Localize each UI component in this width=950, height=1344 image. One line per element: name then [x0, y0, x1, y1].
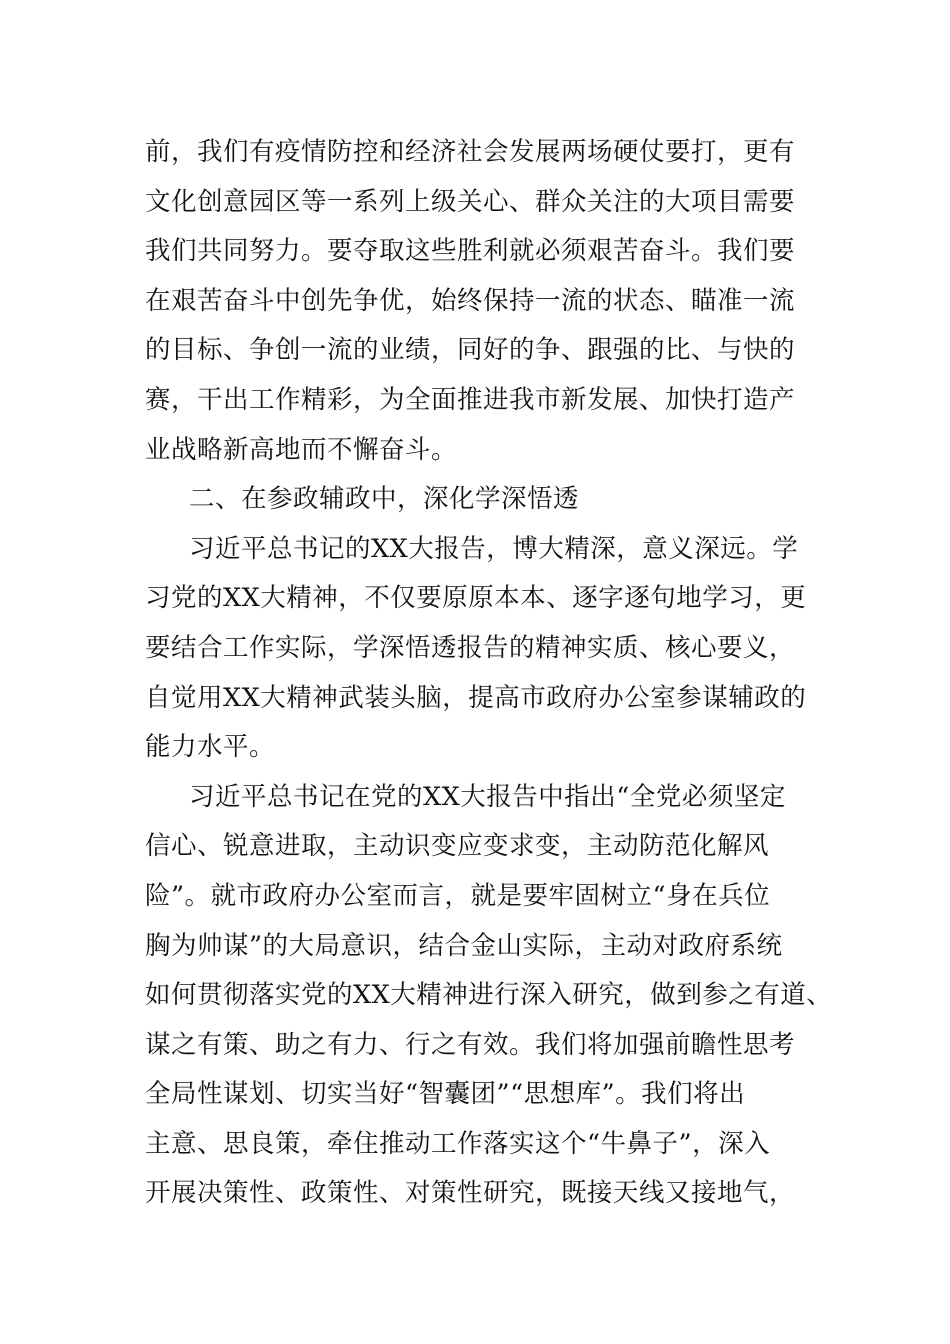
text-line: 文化创意园区等一系列上级关心、群众关注的大项目需要 [145, 186, 796, 217]
text-line: 自觉用XX大精神武装头脑，提高市政府办公室参谋辅政的 [145, 682, 807, 713]
text-line: 谋之有策、助之有力、行之有效。我们将加强前瞻性思考 [145, 1029, 796, 1060]
text-line: 信心、锐意进取，主动识变应变求变，主动防范化解风 [145, 831, 770, 862]
text-line: 的目标、争创一流的业绩，同好的争、跟强的比、与快的 [145, 335, 796, 366]
text-line: 习近平总书记的XX大报告，博大精深，意义深远。学 [189, 533, 799, 564]
document-body [145, 128, 833, 1219]
text-line: 开展决策性、政策性、对策性研究，既接天线又接地气， [145, 1178, 796, 1209]
text-line: 主意、思良策，牵住推动工作落实这个“牛鼻子”，深入 [145, 1128, 771, 1159]
text-line: 前，我们有疫情防控和经济社会发展两场硬仗要打，更有 [145, 137, 796, 167]
paragraph [145, 773, 833, 1219]
text-line: 胸为帅谋”的大局意识，结合金山实际，主动对政府系统 [145, 930, 783, 961]
text-line: 全局性谋划、切实当好“智囊团”“思想库”。我们将出 [145, 1079, 746, 1110]
text-line: 习近平总书记在党的XX大报告中指出“全党必须坚定 [189, 781, 786, 812]
text-line: 习党的XX大精神，不仅要原原本本、逐字逐句地学习，更 [145, 583, 807, 614]
text-line: 在艰苦奋斗中创先争优，始终保持一流的状态、瞄准一流 [145, 285, 796, 316]
text-line: 我们共同努力。要夺取这些胜利就必须艰苦奋斗。我们要 [145, 236, 796, 267]
text-line: 险”。就市政府办公室而言，就是要牢固树立“身在兵位 [145, 880, 771, 911]
text-line: 如何贯彻落实党的XX大精神进行深入研究，做到参之有道、 [145, 980, 833, 1011]
paragraph-continuation [145, 128, 815, 475]
text-line: 业战略新高地而不懈奋斗。 [145, 434, 458, 465]
section-heading: 二、在参政辅政中，深化学深悟透 [189, 484, 580, 515]
paragraph [145, 525, 815, 773]
text-line: 能力水平。 [145, 732, 276, 763]
text-line: 要结合工作实际，学深悟透报告的精神实质、核心要义， [145, 632, 796, 663]
text-line: 赛，干出工作精彩，为全面推进我市新发展、加快打造产 [145, 384, 796, 415]
